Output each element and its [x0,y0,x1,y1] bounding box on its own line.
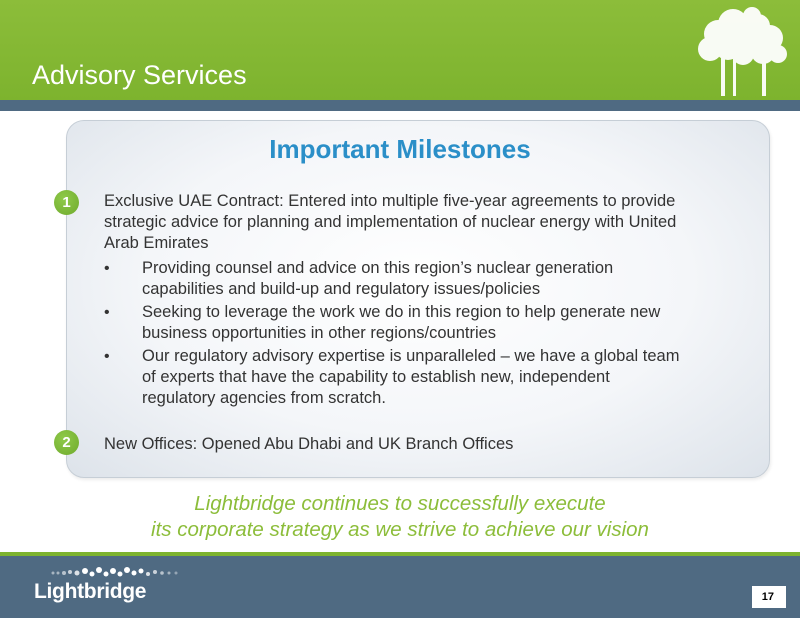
lightbridge-logo: Lightbridge [34,580,147,603]
bullet-1-line-1: Providing counsel and advice on this region’s nuclear generation [142,259,614,277]
bullet-marker: • [104,304,110,321]
header-stripe [0,100,800,111]
tagline-line-2: its corporate strategy as we strive to achieve our vision [151,518,649,541]
tagline-line-1: Lightbridge continues to successfully execute [194,492,606,515]
bullet-marker: • [104,348,110,365]
number-badge-1: 1 [54,190,79,215]
page-number: 17 [761,591,774,603]
item-1-line-2: strategic advice for planning and implementation of nuclear energy with United [104,213,677,231]
item-2-line-1: New Offices: Opened Abu Dhabi and UK Branch Offices [104,435,514,453]
bullet-3-line-2: of experts that have the capability to establish new, independent [142,368,610,386]
logo-dots-icon [50,564,182,580]
page-title: Advisory Services [32,60,247,90]
bullet-2-line-2: business opportunities in other regions/countries [142,324,497,342]
item-1-line-3: Arab Emirates [104,234,209,252]
trees-logo-icon [688,4,788,100]
bullet-3-line-3: regulatory agencies from scratch. [142,389,386,407]
bullet-1-line-2: capabilities and build-up and regulatory issues/policies [142,280,541,298]
milestones-title: Important Milestones [269,134,531,164]
header-bar [0,0,800,100]
bullet-3-line-1: Our regulatory advisory expertise is unparalleled – we have a global team [142,347,680,365]
bullet-2-line-1: Seeking to leverage the work we do in this region to help generate new [142,303,661,321]
number-badge-2: 2 [54,430,79,455]
bullet-marker: • [104,260,110,277]
item-1-line-1: Exclusive UAE Contract: Entered into multiple five-year agreements to provide [104,192,676,210]
